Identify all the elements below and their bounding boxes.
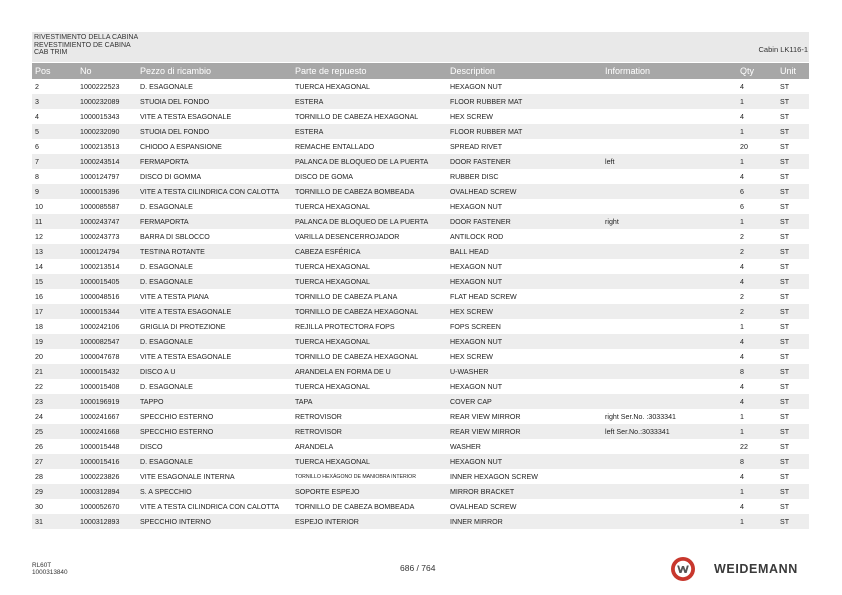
cell-it: D. ESAGONALE [140,82,193,91]
cell-es: SOPORTE ESPEJO [292,484,447,499]
title-line-es: REVESTIMIENTO DE CABINA [34,41,131,49]
cell-es: VARILLA DESENCERROJADOR [295,232,400,241]
cell-pos: 22 [35,382,43,391]
table-row [32,169,809,184]
table-row [32,154,809,169]
cell-it: FERMAPORTA [137,154,292,169]
cell-unit: ST [780,232,790,241]
cell-it: STUOIA DEL FONDO [137,94,292,109]
cell-info [602,289,737,304]
cell-qty: 4 [740,82,744,91]
cell-qty: 4 [740,472,744,481]
cell-es: TORNILLO DE CABEZA PLANA [295,292,398,301]
cell-unit: ST [777,154,809,169]
table-row [32,469,809,484]
cell-it: D. ESAGONALE [140,262,193,271]
cell-en: HEX SCREW [450,352,493,361]
cell-en: FLOOR RUBBER MAT [447,124,602,139]
table-row [32,394,809,409]
cell-it: BARRA DI SBLOCCO [140,232,210,241]
cell-es: TORNILLO DE CABEZA HEXAGONAL [292,304,447,319]
cell-it: D. ESAGONALE [137,274,292,289]
cell-info [602,109,737,124]
cell-no: 1000015343 [80,112,120,121]
cell-unit: ST [780,82,790,91]
cell-en: COVER CAP [447,394,602,409]
cell-no: 1000052670 [80,502,120,511]
cell-en: HEX SCREW [447,304,602,319]
cell-qty: 22 [740,442,748,451]
cell-info [602,139,737,154]
cell-pos: 14 [35,262,43,271]
cell-it: D. ESAGONALE [137,334,292,349]
cell-pos: 11 [32,214,77,229]
cell-info [602,499,737,514]
cell-it: D. ESAGONALE [140,382,193,391]
col-en: Description [447,63,602,79]
cell-no: 1000241667 [80,412,120,421]
cell-en: FLAT HEAD SCREW [450,292,517,301]
cell-en: DOOR FASTENER [447,214,602,229]
cell-en: INNER HEXAGON SCREW [450,472,538,481]
cell-it: DISCO A U [137,364,292,379]
cell-qty: 4 [737,394,777,409]
cabin-reference: Cabin LK116-1 [758,45,808,54]
cell-it: S. A SPECCHIO [137,484,292,499]
cell-unit: ST [777,514,809,529]
cell-unit: ST [777,304,809,319]
document-info [32,562,68,576]
cell-it: CHIODO A ESPANSIONE [140,142,222,151]
table-row [32,109,809,124]
cell-es: TAPA [292,394,447,409]
cell-no: 1000242106 [80,322,120,331]
cell-qty: 1 [737,94,777,109]
table-row [32,244,809,259]
brand-logo [670,556,798,582]
cell-no: 1000232090 [77,124,137,139]
cell-no: 1000223826 [80,472,120,481]
parts-table [32,63,809,529]
cell-en: WASHER [450,442,481,451]
cell-en: SPREAD RIVET [450,142,503,151]
cell-unit: ST [777,94,809,109]
cell-en: HEXAGON NUT [450,82,503,91]
cell-es: TUERCA HEXAGONAL [295,262,370,271]
cell-info [602,274,737,289]
cell-qty: 1 [740,412,744,421]
cell-en: HEX SCREW [450,112,493,121]
cell-unit: ST [777,124,809,139]
cell-info [602,259,737,274]
col-unit: Unit [777,63,809,79]
cell-pos: 25 [32,424,77,439]
cell-unit: ST [780,112,790,121]
cell-it: TESTINA ROTANTE [137,244,292,259]
cell-en: HEXAGON NUT [450,202,503,211]
weidemann-logo-icon [670,556,696,582]
cell-en: FOPS SCREEN [450,322,501,331]
cell-pos: 24 [35,412,43,421]
cell-info: right Ser.No. :3033341 [605,412,676,421]
col-it: Pezzo di ricambio [137,63,292,79]
cell-en: HEXAGON NUT [447,454,602,469]
cell-es: TUERCA HEXAGONAL [295,382,370,391]
cell-it: SPECCHIO ESTERNO [137,424,292,439]
cell-qty: 8 [737,454,777,469]
cell-es: DISCO DE GOMA [295,172,353,181]
table-row [32,184,809,199]
cell-qty: 4 [740,172,744,181]
cell-it: VITE A TESTA PIANA [140,292,209,301]
cell-es: RETROVISOR [292,424,447,439]
cell-info [602,394,737,409]
cell-es: TUERCA HEXAGONAL [295,82,370,91]
cell-es: TORNILLO HEXÁGONO DE MANIOBRA INTERIOR [295,473,416,480]
cell-info [602,349,737,364]
cell-en: REAR VIEW MIRROR [447,424,602,439]
cell-pos: 7 [32,154,77,169]
cell-pos: 6 [35,142,39,151]
table-row [32,334,809,349]
table-row [32,424,809,439]
cell-info [602,379,737,394]
cell-pos: 30 [35,502,43,511]
cell-no: 1000015396 [77,184,137,199]
cell-it: D. ESAGONALE [137,454,292,469]
cell-it: VITE ESAGONALE INTERNA [140,472,235,481]
cell-info [602,229,737,244]
cell-qty: 1 [737,124,777,139]
table-header [32,63,809,79]
cell-qty: 8 [737,364,777,379]
cell-pos: 8 [35,172,39,181]
cell-en: REAR VIEW MIRROR [450,412,521,421]
cell-qty: 4 [740,502,744,511]
table-row [32,124,809,139]
cell-pos: 10 [35,202,43,211]
table-row [32,484,809,499]
table-row [32,409,809,424]
cell-info [602,514,737,529]
cell-qty: 1 [737,154,777,169]
cell-no: 1000015344 [77,304,137,319]
cell-it: VITE A TESTA ESAGONALE [137,304,292,319]
cell-info [602,364,737,379]
cell-no: 1000085587 [80,202,120,211]
table-row [32,139,809,154]
cell-pos: 19 [32,334,77,349]
cell-qty: 1 [737,214,777,229]
cell-no: 1000124794 [77,244,137,259]
table-row [32,319,809,334]
cell-es: TORNILLO DE CABEZA BOMBEADA [292,184,447,199]
cell-unit: ST [780,322,790,331]
col-qty: Qty [737,63,777,79]
cell-no: 1000213514 [80,262,120,271]
cell-qty: 4 [740,112,744,121]
cell-unit: ST [777,214,809,229]
cell-qty: 4 [740,262,744,271]
cell-info: left [602,154,737,169]
cell-qty: 1 [737,424,777,439]
cell-qty: 1 [737,514,777,529]
cell-unit: ST [777,244,809,259]
title-line-it: RIVESTIMENTO DELLA CABINA [34,34,139,41]
table-row [32,94,809,109]
cell-es: ESTERA [292,124,447,139]
table-row [32,499,809,514]
cell-no: 1000232089 [77,94,137,109]
cell-it: DISCO DI GOMMA [140,172,202,181]
cell-es: CABEZA ESFÉRICA [292,244,447,259]
cell-it: VITE A TESTA CILINDRICA CON CALOTTA [140,502,280,511]
table-row [32,229,809,244]
table-row [32,214,809,229]
cell-unit: ST [780,142,790,151]
cell-info [602,124,737,139]
cell-it: VITE A TESTA ESAGONALE [140,112,232,121]
cell-qty: 4 [740,382,744,391]
cell-es: TORNILLO DE CABEZA BOMBEADA [295,502,415,511]
parts-rows [32,79,809,529]
cell-unit: ST [777,394,809,409]
cell-pos: 3 [32,94,77,109]
table-row [32,199,809,214]
cell-no: 1000015408 [80,382,120,391]
col-no: No [77,63,137,79]
cell-en: DOOR FASTENER [447,154,602,169]
cell-no: 1000241668 [77,424,137,439]
cell-info [602,184,737,199]
section-title [34,34,138,57]
cell-qty: 20 [740,142,748,151]
cell-no: 1000048516 [80,292,120,301]
cell-qty: 2 [740,232,744,241]
table-row [32,79,809,94]
cell-pos: 15 [32,274,77,289]
cell-es: PALANCA DE BLOQUEO DE LA PUERTA [292,214,447,229]
cell-no: 1000243514 [77,154,137,169]
cell-unit: ST [777,364,809,379]
col-pos: Pos [32,63,77,79]
cell-unit: ST [780,472,790,481]
cell-es: ESTERA [292,94,447,109]
cell-no: 1000196919 [77,394,137,409]
cell-no: 1000222523 [80,82,120,91]
cell-pos: 18 [35,322,43,331]
cell-unit: ST [777,424,809,439]
cell-it: D. ESAGONALE [140,202,193,211]
title-line-en: CAB TRIM [34,49,68,57]
cell-en: OVALHEAD SCREW [447,184,602,199]
cell-info: left Ser.No.:3033341 [602,424,737,439]
cell-en: HEXAGON NUT [450,382,503,391]
cell-no: 1000213513 [80,142,120,151]
cell-it: SPECCHIO ESTERNO [140,412,214,421]
cell-es: PALANCA DE BLOQUEO DE LA PUERTA [292,154,447,169]
cell-info [602,334,737,349]
cell-no: 1000047678 [80,352,120,361]
cell-no: 1000015432 [77,364,137,379]
cell-unit: ST [780,412,790,421]
cell-it: VITE A TESTA CILINDRICA CON CALOTTA [137,184,292,199]
cell-qty: 2 [737,244,777,259]
table-row [32,454,809,469]
table-row [32,259,809,274]
cell-unit: ST [780,202,790,211]
col-es: Parte de repuesto [292,63,447,79]
cell-pos: 9 [32,184,77,199]
cell-es: TUERCA HEXAGONAL [292,334,447,349]
table-row [32,379,809,394]
cell-es: TUERCA HEXAGONAL [292,274,447,289]
cell-en: FLOOR RUBBER MAT [447,94,602,109]
cell-es: TUERCA HEXAGONAL [295,202,370,211]
cell-pos: 17 [32,304,77,319]
cell-es: TUERCA HEXAGONAL [292,454,447,469]
cell-es: ARANDELA [295,442,334,451]
cell-pos: 4 [35,112,39,121]
cell-info: right [602,214,737,229]
cell-no: 1000312893 [77,514,137,529]
cell-pos: 26 [35,442,43,451]
cell-en: OVALHEAD SCREW [450,502,517,511]
brand-name: WEIDEMANN [714,562,798,576]
cell-en: RUBBER DISC [450,172,499,181]
cell-no: 1000312894 [77,484,137,499]
cell-it: TAPPO [137,394,292,409]
cell-es: TORNILLO DE CABEZA HEXAGONAL [295,112,419,121]
cell-pos: 16 [35,292,43,301]
cell-it: DISCO [140,442,163,451]
cell-en: INNER MIRROR [447,514,602,529]
cell-unit: ST [780,292,790,301]
cell-unit: ST [780,262,790,271]
cell-unit: ST [780,502,790,511]
header-band [32,32,809,62]
cell-info [602,199,737,214]
cell-unit: ST [777,274,809,289]
table-row [32,364,809,379]
table-row [32,274,809,289]
cell-info [602,319,737,334]
cell-pos: 21 [32,364,77,379]
table-row [32,349,809,364]
col-info: Information [602,63,737,79]
cell-es: REJILLA PROTECTORA FOPS [295,322,395,331]
cell-info [602,469,737,484]
cell-it: VITE A TESTA ESAGONALE [140,352,232,361]
cell-unit: ST [777,484,809,499]
cell-pos: 12 [35,232,43,241]
cell-en: BALL HEAD [447,244,602,259]
cell-pos: 2 [35,82,39,91]
cell-en: ANTILOCK ROD [450,232,504,241]
cell-info [602,439,737,454]
cell-es: RETROVISOR [295,412,342,421]
cell-qty: 4 [737,274,777,289]
cell-unit: ST [780,382,790,391]
cell-info [602,304,737,319]
cell-info [602,94,737,109]
cell-es: ARANDELA EN FORMA DE U [292,364,447,379]
cell-pos: 13 [32,244,77,259]
cell-no: 1000243773 [80,232,120,241]
cell-qty: 2 [740,292,744,301]
cell-pos: 20 [35,352,43,361]
cell-qty: 4 [740,352,744,361]
cell-unit: ST [777,184,809,199]
cell-en: HEXAGON NUT [447,334,602,349]
cell-info [602,79,737,94]
cell-no: 1000124797 [80,172,120,181]
cell-info [602,484,737,499]
cell-qty: 1 [737,484,777,499]
table-row [32,439,809,454]
cell-no: 1000015448 [80,442,120,451]
cell-it: FERMAPORTA [137,214,292,229]
cell-it: SPECCHIO INTERNO [137,514,292,529]
document-number: 1000313840 [32,569,68,576]
cell-info [602,169,737,184]
cell-it: GRIGLIA DI PROTEZIONE [140,322,226,331]
cell-unit: ST [780,442,790,451]
cell-info [602,454,737,469]
table-row [32,289,809,304]
cell-qty: 2 [737,304,777,319]
cell-unit: ST [777,454,809,469]
cell-pos: 27 [32,454,77,469]
cell-en: MIRROR BRACKET [447,484,602,499]
cell-es: ESPEJO INTERIOR [292,514,447,529]
cell-en: HEXAGON NUT [447,274,602,289]
cell-pos: 5 [32,124,77,139]
page-number: 686 / 764 [400,563,436,573]
cell-es: TORNILLO DE CABEZA HEXAGONAL [295,352,419,361]
model-label: RL60T [32,562,52,569]
cell-info [602,244,737,259]
table-row [32,304,809,319]
cell-qty: 6 [737,184,777,199]
cell-it: STUOIA DEL FONDO [137,124,292,139]
cell-no: 1000015416 [77,454,137,469]
cell-qty: 1 [740,322,744,331]
cell-en: U-WASHER [447,364,602,379]
cell-no: 1000243747 [77,214,137,229]
cell-pos: 28 [35,472,43,481]
cell-pos: 23 [32,394,77,409]
cell-unit: ST [780,352,790,361]
table-row [32,514,809,529]
cell-pos: 31 [32,514,77,529]
cell-no: 1000015405 [77,274,137,289]
cell-qty: 4 [737,334,777,349]
cell-qty: 6 [740,202,744,211]
cell-es: REMACHE ENTALLADO [295,142,375,151]
cell-unit: ST [777,334,809,349]
cell-no: 1000082547 [77,334,137,349]
cell-unit: ST [780,172,790,181]
cell-pos: 29 [32,484,77,499]
cell-en: HEXAGON NUT [450,262,503,271]
